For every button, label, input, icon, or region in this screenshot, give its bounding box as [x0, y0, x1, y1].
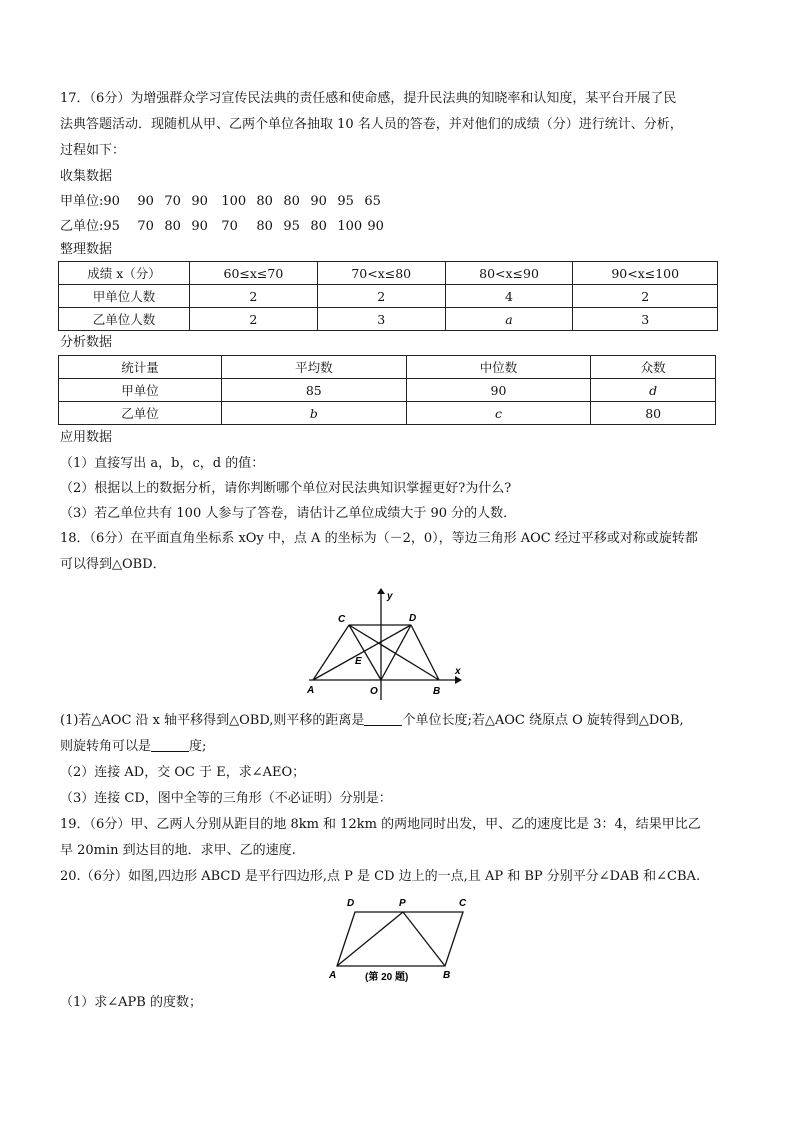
table-cell: 甲单位人数	[59, 285, 190, 308]
table-cell: 2	[573, 285, 718, 308]
q17-sub-1: （1）直接写出 a，b，c，d 的值：	[60, 456, 265, 471]
jia-scores-row	[60, 189, 740, 214]
score: 100	[221, 194, 247, 209]
table-cell: a	[445, 308, 573, 331]
q17-intro-line: 过程如下：	[60, 143, 126, 158]
segment-AC	[313, 625, 349, 680]
table-cell: 乙单位	[59, 402, 222, 425]
score: 90	[137, 194, 154, 209]
q18-sub-1-text: 则旋转角可以是	[60, 739, 152, 754]
label-y: y	[387, 591, 393, 602]
frequency-table	[58, 261, 718, 331]
label-B: B	[443, 970, 451, 981]
figure-caption: (第 20 题)	[365, 972, 409, 983]
score: 100	[337, 219, 363, 234]
table-row	[59, 402, 716, 425]
table-cell: d	[591, 379, 716, 402]
score: 90	[191, 219, 208, 234]
jia-label: 甲单位:	[60, 194, 104, 209]
table-row	[59, 356, 716, 379]
score: 80	[310, 219, 327, 234]
score: 80	[164, 219, 181, 234]
label-x: x	[455, 666, 461, 677]
score: 95	[337, 194, 354, 209]
table-row	[59, 285, 718, 308]
score: 70	[164, 194, 181, 209]
q20-line: 20.（6分）如图,四边形 ABCD 是平行四边形,点 P 是 CD 边上的一点,且 AP 和 BP 分别平分∠DAB 和∠CBA.	[60, 869, 701, 884]
table-cell: 85	[222, 379, 407, 402]
q17-intro-line: 法典答题活动．现随机从甲、乙两个单位各抽取 10 名人员的答卷，并对他们的成绩（分）进行统计、分析，	[60, 117, 683, 132]
answer-blank[interactable]	[151, 737, 189, 752]
q19-line: 早 20min 到达目的地．求甲、乙的速度.	[60, 843, 296, 858]
q18-figure-area	[60, 578, 740, 708]
q18-sub-1-text: 度;	[189, 739, 207, 754]
q18-sub-2: （2）连接 AD，交 OC 于 E，求∠AEO；	[60, 765, 306, 780]
table-cell: 乙单位人数	[59, 308, 190, 331]
table-header: 成绩 x（分）	[59, 262, 190, 285]
parallelogram-ABCD	[337, 912, 463, 966]
q17-sub-3: （3）若乙单位共有 100 人参与了答卷，请估计乙单位成绩大于 90 分的人数．	[60, 506, 517, 521]
table-cell: 3	[317, 308, 445, 331]
q18-figure	[305, 588, 475, 708]
table-header: 70<x≤80	[317, 262, 445, 285]
label-C: C	[338, 614, 346, 625]
score: 65	[364, 194, 381, 209]
q20-figure-area	[60, 890, 740, 990]
score: 95	[103, 219, 120, 234]
score: 90	[103, 194, 120, 209]
score: 90	[310, 194, 327, 209]
collect-title: 收集数据	[60, 169, 113, 184]
table-cell: 2	[190, 285, 318, 308]
q17-intro-line: 17．（6分）为增强群众学习宣传民法典的责任感和使命感，提升民法典的知晓率和认知度，某平台开展了民	[60, 91, 677, 106]
q20-figure	[325, 894, 475, 984]
table-cell: 80	[591, 402, 716, 425]
yi-scores-row	[60, 214, 740, 239]
score: 80	[256, 219, 273, 234]
label-A: A	[329, 970, 337, 981]
q20-sub-1: （1）求∠APB 的度数；	[60, 995, 202, 1010]
label-D: D	[409, 613, 417, 624]
score: 70	[137, 219, 154, 234]
table-cell: 4	[445, 285, 573, 308]
table-cell: 2	[190, 308, 318, 331]
score: 90	[191, 194, 208, 209]
q18-line: 18．（6分）在平面直角坐标系 xOy 中，点 A 的坐标为（－2，0），等边三角形 AOC 经过平移或对称或旋转都	[60, 531, 698, 546]
yi-label: 乙单位:	[60, 219, 104, 234]
q18-sub-1-text: 个单位长度;若△AOC 绕原点 O 旋转得到△DOB,	[402, 713, 684, 728]
q18-sub-3: （3）连接 CD，图中全等的三角形（不必证明）分别是：	[60, 791, 392, 806]
q19-line: 19．（6分）甲、乙两人分别从距目的地 8km 和 12km 的两地同时出发，甲、乙的速度比是 3：4，结果甲比乙	[60, 817, 701, 832]
table-row	[59, 379, 716, 402]
label-C: C	[459, 898, 467, 909]
table-cell: c	[406, 402, 591, 425]
q17-sub-2: （2）根据以上的数据分析，请你判断哪个单位对民法典知识掌握更好?为什么?	[60, 481, 512, 496]
segment-CO	[349, 625, 381, 680]
q18-sub-1-text: (1)若△AOC 沿 x 轴平移得到△OBD,则平移的距离是	[60, 713, 365, 728]
q17-intro	[60, 86, 740, 164]
score: 80	[256, 194, 273, 209]
table-cell: 90	[406, 379, 591, 402]
q18-sub-1-line2	[60, 734, 740, 760]
segment-AP	[337, 912, 403, 966]
table-header: 众数	[591, 356, 716, 379]
y-axis-arrow	[377, 588, 385, 594]
score: 80	[283, 194, 300, 209]
table-cell: 甲单位	[59, 379, 222, 402]
table-header: 60≤x≤70	[190, 262, 318, 285]
q18-line: 可以得到△OBD．	[60, 557, 166, 572]
table-header: 80<x≤90	[445, 262, 573, 285]
table-cell: 2	[317, 285, 445, 308]
statistics-table	[58, 355, 716, 425]
score: 90	[367, 219, 384, 234]
label-P: P	[399, 898, 406, 909]
q18-sub-1-line1	[60, 708, 740, 734]
score: 95	[283, 219, 300, 234]
organize-title: 整理数据	[60, 242, 113, 257]
score: 70	[221, 219, 238, 234]
segment-BP	[403, 912, 445, 966]
table-row	[59, 262, 718, 285]
label-B: B	[433, 686, 441, 697]
answer-blank[interactable]	[364, 711, 402, 726]
table-header: 平均数	[222, 356, 407, 379]
apply-title: 应用数据	[60, 430, 113, 445]
table-row	[59, 308, 718, 331]
label-D: D	[347, 898, 355, 909]
table-cell: b	[222, 402, 407, 425]
table-header: 90<x≤100	[573, 262, 718, 285]
x-axis-arrow	[455, 676, 462, 684]
analyze-title: 分析数据	[60, 335, 113, 350]
label-E: E	[355, 656, 362, 667]
table-cell: 3	[573, 308, 718, 331]
label-O: O	[370, 686, 378, 697]
table-header: 统计量	[59, 356, 222, 379]
table-header: 中位数	[406, 356, 591, 379]
label-A: A	[307, 685, 315, 696]
exam-page	[60, 86, 740, 1016]
